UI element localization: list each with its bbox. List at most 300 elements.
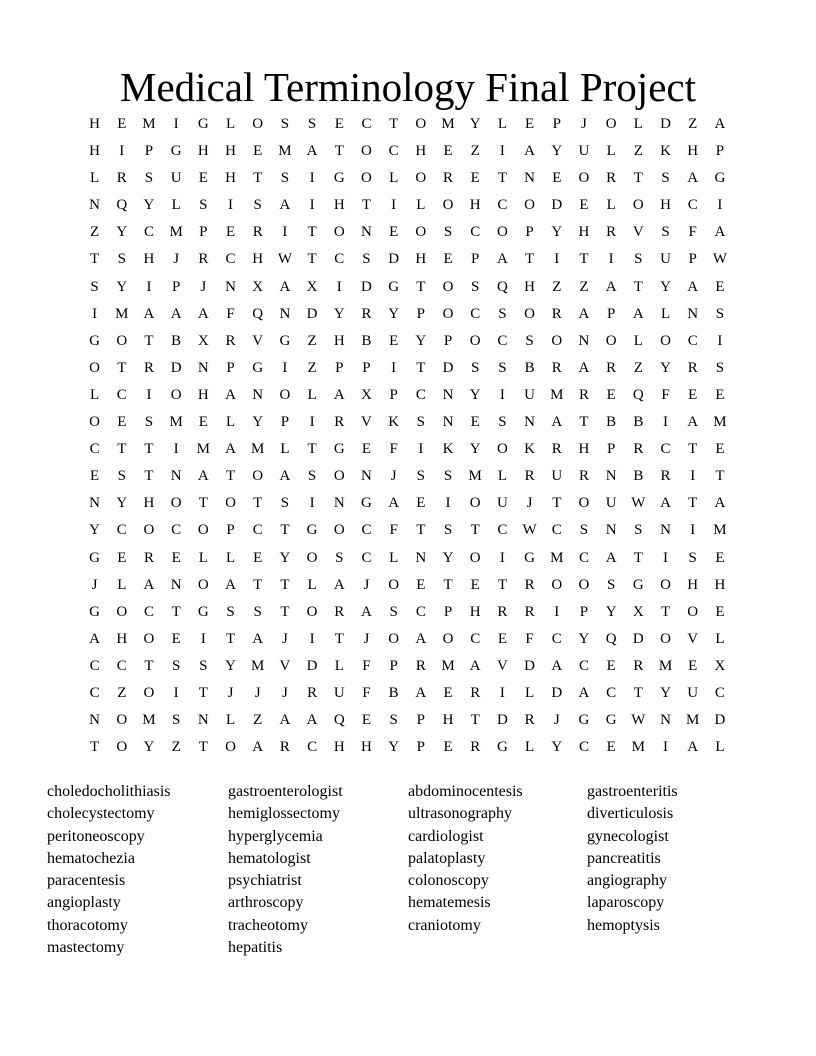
grid-letter: C [361, 522, 372, 539]
grid-letter: E [334, 116, 344, 132]
grid-letter: S [199, 197, 208, 214]
grid-letter: G [89, 332, 101, 349]
grid-letter: H [442, 712, 454, 729]
grid-letter: Z [253, 712, 263, 729]
grid-letter: O [442, 197, 454, 214]
grid-letter: C [171, 522, 182, 539]
grid-letter: L [117, 576, 127, 593]
grid-letter: O [388, 630, 400, 647]
grid-letter: C [551, 630, 562, 647]
grid-letter: W [631, 495, 646, 512]
grid-letter: Y [605, 603, 617, 620]
grid-letter: H [660, 197, 671, 214]
grid-letter: T [225, 468, 236, 485]
grid-letter: G [333, 170, 345, 187]
grid-letter: P [606, 441, 616, 458]
grid-letter: R [551, 441, 562, 458]
grid-letter: N [361, 468, 372, 485]
grid-letter: A [170, 305, 182, 322]
grid-letter: N [687, 305, 699, 322]
grid-letter: H [197, 386, 209, 403]
grid-letter: R [307, 684, 318, 701]
grid-letter: L [525, 684, 535, 701]
grid-letter: O [496, 224, 508, 241]
grid-letter: C [470, 305, 481, 322]
word-list-item: angiography [587, 872, 667, 890]
grid-letter: E [117, 549, 127, 566]
grid-letter: A [632, 305, 644, 322]
grid-letter: T [253, 170, 263, 187]
grid-letter: L [280, 441, 290, 458]
grid-letter: P [171, 278, 181, 295]
grid-letter: R [361, 305, 372, 322]
grid-letter: P [199, 224, 208, 241]
grid-letter: E [198, 414, 208, 431]
grid-letter: J [363, 630, 370, 647]
grid-letter: E [715, 441, 725, 458]
grid-letter: Y [469, 441, 481, 458]
grid-letter: D [632, 630, 644, 647]
grid-letter: J [526, 495, 533, 512]
grid-row [81, 409, 734, 436]
grid-letter: C [497, 332, 508, 349]
grid-letter: R [633, 657, 644, 674]
grid-letter: A [225, 576, 236, 593]
grid-letter: J [390, 468, 397, 485]
grid-letter: R [578, 468, 589, 485]
grid-letter: N [197, 712, 209, 729]
word-list-item: gastroenteritis [587, 783, 678, 800]
grid-letter: F [688, 224, 697, 241]
grid-letter: U [551, 468, 563, 485]
grid-letter: L [225, 549, 236, 566]
word-list-item: hematologist [228, 849, 311, 867]
grid-letter: T [552, 495, 562, 512]
grid-letter: E [171, 630, 181, 647]
grid-row [81, 517, 734, 544]
grid-letter: G [714, 170, 726, 187]
grid-letter: O [306, 603, 318, 620]
grid-letter: I [418, 441, 424, 458]
word-list-item: hyperglycemia [228, 827, 323, 845]
grid-letter: S [307, 116, 317, 132]
grid-letter: G [306, 522, 318, 539]
grid-letter: T [307, 251, 317, 268]
grid-letter: O [143, 684, 155, 701]
grid-letter: E [416, 495, 426, 512]
grid-letter: R [606, 170, 617, 187]
grid-letter: Y [279, 549, 291, 566]
word-list-item: hepatitis [228, 939, 283, 957]
word-list-item: gastroenterologist [228, 783, 343, 800]
grid-letter: P [335, 359, 344, 376]
grid-letter: G [279, 332, 291, 349]
grid-letter: T [497, 576, 507, 593]
grid-letter: R [551, 305, 562, 322]
word-list-item: angioplasty [47, 894, 121, 912]
grid-letter: T [361, 197, 372, 214]
grid-letter: B [171, 332, 182, 349]
grid-row [81, 219, 734, 246]
grid-letter: X [714, 657, 726, 674]
grid-letter: Y [116, 224, 128, 241]
grid-letter: Z [470, 143, 480, 160]
grid-letter: P [226, 359, 235, 376]
grid-letter: E [253, 549, 263, 566]
grid-letter: I [690, 468, 696, 485]
grid-letter: R [524, 712, 535, 729]
grid-letter: U [605, 495, 617, 512]
grid-letter: R [198, 251, 209, 268]
grid-letter: S [471, 278, 480, 295]
grid-letter: M [196, 441, 211, 458]
grid-letter: I [554, 603, 560, 620]
grid-letter: T [443, 576, 453, 593]
grid-letter: I [309, 170, 315, 187]
grid-letter: M [169, 414, 183, 431]
grid-letter: N [89, 197, 101, 214]
grid-letter: E [225, 224, 236, 241]
grid-letter: U [333, 684, 345, 701]
grid-letter: Y [415, 332, 427, 349]
grid-letter: P [579, 603, 589, 620]
grid-letter: V [687, 630, 699, 647]
grid-letter: M [713, 414, 727, 431]
grid-letter: O [252, 468, 264, 485]
grid-letter: I [445, 495, 451, 512]
grid-letter: I [391, 359, 397, 376]
grid-letter: I [499, 386, 505, 403]
grid-letter: O [632, 197, 644, 214]
grid-letter: F [525, 630, 534, 647]
grid-letter: G [252, 359, 264, 376]
grid-letter: O [252, 116, 264, 132]
grid-letter: T [307, 441, 317, 458]
grid-letter: T [688, 441, 698, 458]
grid-letter: M [278, 143, 292, 160]
grid-letter: R [524, 576, 535, 593]
grid-letter: C [361, 116, 372, 132]
grid-letter: J [91, 576, 98, 593]
grid-letter: F [661, 386, 670, 403]
grid-letter: S [199, 657, 208, 674]
grid-letter: Z [171, 739, 181, 756]
grid-letter: A [143, 576, 155, 593]
grid-letter: E [497, 630, 507, 647]
grid-letter: I [173, 441, 179, 458]
grid-letter: O [660, 630, 671, 647]
grid-letter: M [142, 712, 156, 729]
grid-letter: Y [116, 278, 128, 295]
grid-letter: I [309, 414, 315, 431]
grid-letter: O [551, 576, 563, 593]
grid-letter: I [690, 522, 696, 539]
grid-letter: I [391, 197, 397, 214]
grid-letter: S [661, 224, 670, 241]
grid-letter: A [225, 441, 236, 458]
grid-letter: C [89, 684, 100, 701]
grid-letter: I [717, 197, 723, 214]
grid-letter: A [687, 170, 699, 187]
grid-letter: G [361, 495, 372, 512]
grid-letter: A [605, 278, 617, 295]
grid-letter: N [442, 414, 454, 431]
grid-letter: S [498, 414, 507, 431]
grid-letter: C [606, 684, 617, 701]
grid-letter: T [144, 468, 154, 485]
grid-letter: I [499, 684, 505, 701]
grid-letter: K [388, 414, 400, 431]
grid-letter: D [442, 359, 454, 376]
grid-letter: Z [633, 359, 643, 376]
grid-row [81, 301, 734, 328]
grid-letter: T [307, 224, 317, 241]
grid-letter: Y [252, 414, 264, 431]
grid-letter: O [415, 116, 427, 132]
grid-row [81, 572, 734, 599]
word-list-item: peritoneoscopy [47, 827, 145, 845]
grid-letter: E [416, 576, 426, 593]
grid-letter: C [143, 603, 154, 620]
grid-letter: S [715, 359, 725, 376]
grid-letter: E [470, 414, 480, 431]
grid-row [81, 626, 734, 653]
grid-letter: L [497, 116, 507, 132]
grid-letter: S [280, 116, 290, 132]
grid-letter: O [660, 332, 671, 349]
word-list-item: paracentesis [47, 872, 126, 890]
grid-letter: M [550, 549, 564, 566]
grid-letter: C [470, 224, 481, 241]
grid-letter: D [170, 359, 182, 376]
word-list-item: cholecystectomy [47, 805, 155, 823]
grid-letter: O [197, 576, 209, 593]
grid-letter: P [416, 739, 426, 756]
grid-letter: T [198, 684, 208, 701]
grid-letter: M [441, 657, 455, 674]
grid-letter: S [389, 603, 398, 620]
grid-letter: O [551, 332, 563, 349]
grid-letter: O [442, 630, 454, 647]
grid-letter: S [171, 712, 181, 729]
grid-letter: R [334, 603, 345, 620]
grid-letter: S [117, 468, 126, 485]
grid-letter: H [225, 170, 236, 187]
grid-letter: O [469, 549, 481, 566]
grid-letter: L [416, 197, 426, 214]
grid-letter: G [197, 603, 209, 620]
grid-letter: H [143, 251, 155, 268]
grid-letter: I [309, 630, 315, 647]
grid-letter: T [90, 251, 100, 268]
grid-row [81, 165, 734, 192]
grid-letter: O [170, 495, 182, 512]
grid-letter: A [714, 495, 726, 512]
grid-letter: R [578, 386, 589, 403]
grid-letter: R [470, 684, 481, 701]
grid-letter: S [307, 468, 317, 485]
grid-letter: E [606, 657, 616, 674]
grid-letter: J [581, 116, 587, 132]
grid-letter: T [144, 332, 154, 349]
grid-letter: P [226, 522, 235, 539]
grid-letter: H [687, 143, 699, 160]
grid-letter: C [252, 522, 263, 539]
grid-letter: E [198, 170, 208, 187]
grid-letter: K [660, 143, 671, 160]
grid-letter: Y [143, 197, 155, 214]
grid-letter: C [470, 630, 481, 647]
grid-letter: S [335, 549, 344, 566]
grid-letter: S [443, 468, 453, 485]
grid-letter: Z [307, 359, 317, 376]
grid-letter: T [280, 576, 290, 593]
grid-letter: A [578, 684, 590, 701]
grid-row [81, 545, 734, 572]
grid-letter: L [389, 549, 399, 566]
grid-letter: T [280, 522, 290, 539]
grid-letter: O [388, 576, 400, 593]
grid-letter: T [90, 739, 100, 756]
grid-letter: X [252, 278, 264, 295]
grid-letter: F [362, 657, 371, 674]
word-list-item: pancreatitis [587, 849, 661, 867]
word-list-item: abdominocentesis [408, 783, 523, 800]
grid-letter: E [715, 386, 725, 403]
grid-letter: V [279, 657, 291, 674]
grid-letter: N [442, 386, 454, 403]
word-column [228, 781, 343, 959]
grid-letter: K [442, 441, 454, 458]
grid-letter: O [605, 332, 617, 349]
grid-letter: M [115, 305, 129, 322]
grid-letter: O [116, 712, 128, 729]
grid-letter: T [225, 630, 236, 647]
grid-letter: L [334, 657, 344, 674]
grid-letter: T [688, 495, 698, 512]
grid-letter: E [443, 143, 453, 160]
word-list-item: palatoplasty [408, 849, 486, 867]
grid-letter: T [334, 143, 344, 160]
grid-letter: U [660, 251, 671, 268]
grid-letter: R [143, 549, 154, 566]
grid-letter: P [552, 116, 561, 132]
grid-letter: E [552, 170, 562, 187]
word-list-item: arthroscopy [228, 894, 304, 912]
grid-letter: G [632, 576, 644, 593]
grid-letter: P [443, 332, 453, 349]
grid-letter: L [715, 739, 725, 756]
grid-letter: S [362, 251, 371, 268]
grid-letter: O [116, 739, 128, 756]
grid-letter: O [89, 414, 101, 431]
word-column [587, 781, 678, 937]
grid-letter: S [661, 170, 670, 187]
grid-letter: N [578, 332, 590, 349]
grid-letter: C [143, 224, 154, 241]
grid-letter: P [389, 657, 398, 674]
grid-letter: A [252, 739, 264, 756]
grid-letter: A [687, 414, 699, 431]
grid-letter: M [142, 116, 156, 132]
grid-letter: J [200, 278, 207, 295]
grid-letter: O [469, 495, 481, 512]
grid-letter: G [197, 116, 209, 132]
grid-letter: U [170, 170, 182, 187]
grid-letter: Q [252, 305, 264, 322]
grid-letter: M [713, 522, 727, 539]
grid-letter: S [416, 414, 426, 431]
grid-letter: A [714, 116, 726, 132]
grid-letter: P [525, 224, 534, 241]
grid-letter: O [143, 522, 155, 539]
grid-letter: A [279, 468, 291, 485]
grid-letter: I [119, 143, 125, 160]
grid-letter: Z [117, 684, 127, 701]
grid-row [81, 192, 734, 219]
grid-letter: G [578, 712, 590, 729]
grid-letter: U [578, 143, 590, 160]
grid-letter: T [579, 251, 589, 268]
grid-row [81, 355, 734, 382]
word-list-item: diverticulosis [587, 805, 674, 823]
grid-letter: C [497, 522, 508, 539]
grid-letter: A [524, 143, 536, 160]
grid-letter: P [362, 359, 371, 376]
grid-letter: B [361, 332, 372, 349]
grid-letter: V [632, 224, 644, 241]
grid-letter: T [171, 603, 181, 620]
grid-letter: T [633, 684, 643, 701]
grid-letter: L [225, 414, 236, 431]
grid-letter: A [660, 495, 671, 512]
grid-letter: A [415, 684, 427, 701]
grid-letter: S [498, 305, 507, 322]
grid-letter: Y [89, 522, 101, 539]
grid-letter: M [468, 468, 482, 485]
grid-letter: C [578, 549, 589, 566]
grid-letter: H [687, 576, 699, 593]
grid-letter: A [578, 359, 590, 376]
grid-letter: C [334, 251, 345, 268]
grid-letter: O [143, 630, 155, 647]
grid-letter: E [117, 116, 127, 132]
grid-letter: E [579, 197, 589, 214]
grid-letter: H [89, 143, 101, 160]
grid-letter: L [633, 116, 643, 132]
grid-letter: H [197, 143, 209, 160]
grid-letter: A [306, 143, 318, 160]
grid-letter: A [225, 386, 236, 403]
grid-letter: N [252, 386, 264, 403]
grid-letter: E [715, 278, 725, 295]
grid-letter: A [279, 712, 291, 729]
grid-letter: O [524, 305, 536, 322]
grid-letter: T [715, 468, 725, 485]
word-list-item: colonoscopy [408, 872, 489, 890]
grid-letter: Y [551, 739, 563, 756]
grid-letter: N [415, 549, 427, 566]
grid-letter: O [333, 224, 345, 241]
grid-letter: L [606, 197, 616, 214]
grid-letter: Y [442, 549, 454, 566]
grid-letter: D [551, 684, 563, 701]
grid-letter: S [416, 468, 426, 485]
grid-letter: H [469, 603, 481, 620]
grid-letter: J [363, 576, 370, 593]
grid-letter: R [606, 224, 617, 241]
grid-letter: T [633, 170, 643, 187]
